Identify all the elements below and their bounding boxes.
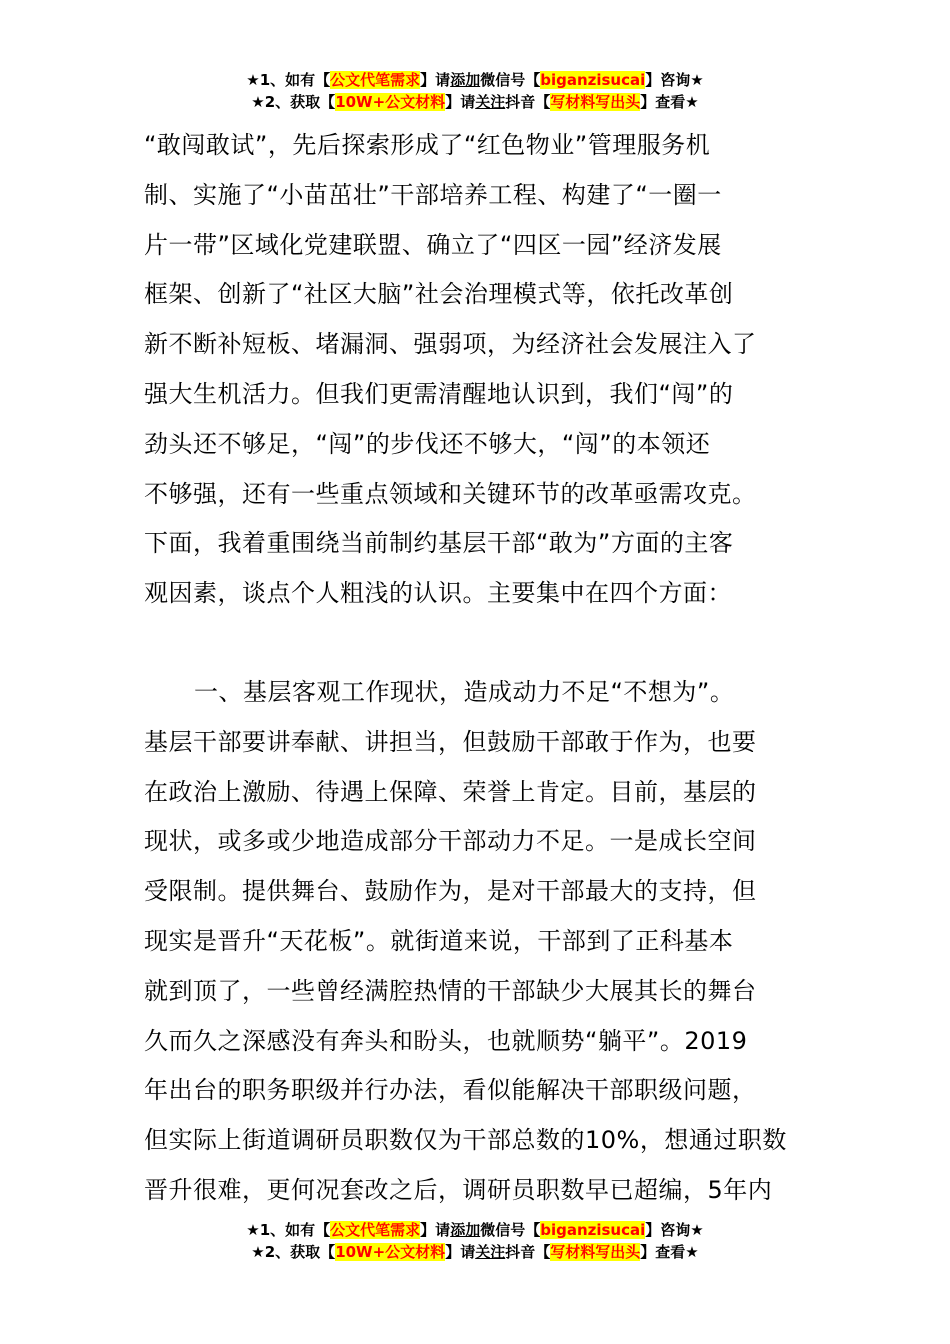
footer-line2-highlight-douyin: 写材料写出头 [550, 1243, 641, 1261]
header-line1-emphasis: 添加 [450, 71, 481, 89]
body-line: 不够强，还有一些重点领域和关键环节的改革亟需攻克。 [144, 479, 757, 508]
body-line: “敢闯敢试”，先后探索形成了“红色物业”管理服务机 [144, 131, 711, 159]
footer-line1-emphasis: 添加 [450, 1221, 481, 1239]
footer-line2-emphasis: 关注 [475, 1243, 506, 1261]
footer-line2-prefix: ★2、获取【 [251, 1243, 336, 1261]
footer-line2-highlight-materials: 10W+公文材料 [335, 1243, 446, 1261]
footer-banner-line-1 [0, 1219, 950, 1241]
body-line: 制、实施了“小苗茁壮”干部培养工程、构建了“一圈一 [144, 180, 722, 209]
body-line: 观因素，谈点个人粗浅的认识。主要集中在四个方面： [144, 579, 732, 608]
header-line2-highlight-douyin: 写材料写出头 [550, 93, 641, 111]
header-line1-highlight-wechat: biganzisucai [540, 71, 646, 89]
body-line: 受限制。提供舞台、鼓励作为，是对干部最大的支持，但 [144, 877, 757, 906]
body-line: 基层干部要讲奉献、讲担当，但鼓励干部敢于作为，也要 [144, 727, 757, 756]
body-line: 晋升很难，更何况套改之后，调研员职数早已超编，5年内 [144, 1175, 773, 1204]
body-line: 现状，或多或少地造成部分干部动力不足。一是成长空间 [144, 827, 757, 856]
body-line: 但实际上街道调研员职数仅为干部总数的10%，想通过职数 [144, 1126, 787, 1155]
footer-line1-highlight-service: 公文代笔需求 [330, 1221, 421, 1239]
body-line: 片一带”区域化党建联盟、确立了“四区一园”经济发展 [144, 230, 722, 259]
header-line2-emphasis: 关注 [475, 93, 506, 111]
body-line: 新不断补短板、堵漏洞、强弱项，为经济社会发展注入了 [144, 330, 757, 359]
footer-line2-mid1: 】请 [445, 1243, 476, 1261]
header-line1-highlight-service: 公文代笔需求 [330, 71, 421, 89]
header-banner [0, 69, 950, 113]
footer-line2-suffix: 】查看★ [640, 1243, 699, 1261]
footer-line2-mid2: 抖音【 [505, 1243, 551, 1261]
header-banner-line-2 [0, 91, 950, 113]
header-banner-line-1 [0, 69, 950, 91]
body-line: 现实是晋升“天花板”。就街道来说，干部到了正科基本 [144, 926, 734, 955]
footer-line1-highlight-wechat: biganzisucai [540, 1221, 646, 1239]
footer-line1-prefix: ★1、如有【 [246, 1221, 331, 1239]
footer-line1-mid2: 微信号【 [480, 1221, 541, 1239]
body-line: 下面，我着重围绕当前制约基层干部“敢为”方面的主客 [144, 529, 734, 558]
footer-banner [0, 1219, 950, 1263]
body-line: 就到顶了，一些曾经满腔热情的干部缺少大展其长的舞台 [144, 976, 757, 1005]
body-line: 框架、创新了“社区大脑”社会治理模式等，依托改革创 [144, 280, 734, 309]
body-paragraph-2 [144, 668, 810, 1216]
body-line: 劲头还不够足，“闯”的步伐还不够大，“闯”的本领还 [144, 429, 711, 458]
body-paragraph-1 [144, 121, 810, 619]
header-line1-suffix: 】咨询★ [645, 71, 704, 89]
footer-line1-mid1: 】请 [420, 1221, 451, 1239]
header-line2-mid1: 】请 [445, 93, 476, 111]
header-line1-prefix: ★1、如有【 [246, 71, 331, 89]
section-heading-line: 一、基层客观工作现状，造成动力不足“不想为”。 [194, 678, 735, 706]
header-line2-suffix: 】查看★ [640, 93, 699, 111]
body-line: 年出台的职务职级并行办法，看似能解决干部职级问题， [144, 1076, 757, 1105]
body-line: 久而久之深感没有奔头和盼头，也就顺势“躺平”。2019 [144, 1026, 748, 1055]
body-line: 在政治上激励、待遇上保障、荣誉上肯定。目前，基层的 [144, 777, 757, 806]
header-line1-mid2: 微信号【 [480, 71, 541, 89]
header-line1-mid1: 】请 [420, 71, 451, 89]
footer-banner-line-2 [0, 1241, 950, 1263]
header-line2-mid2: 抖音【 [505, 93, 551, 111]
header-line2-prefix: ★2、获取【 [251, 93, 336, 111]
body-line: 强大生机活力。但我们更需清醒地认识到，我们“闯”的 [144, 379, 734, 408]
header-line2-highlight-materials: 10W+公文材料 [335, 93, 446, 111]
footer-line1-suffix: 】咨询★ [645, 1221, 704, 1239]
